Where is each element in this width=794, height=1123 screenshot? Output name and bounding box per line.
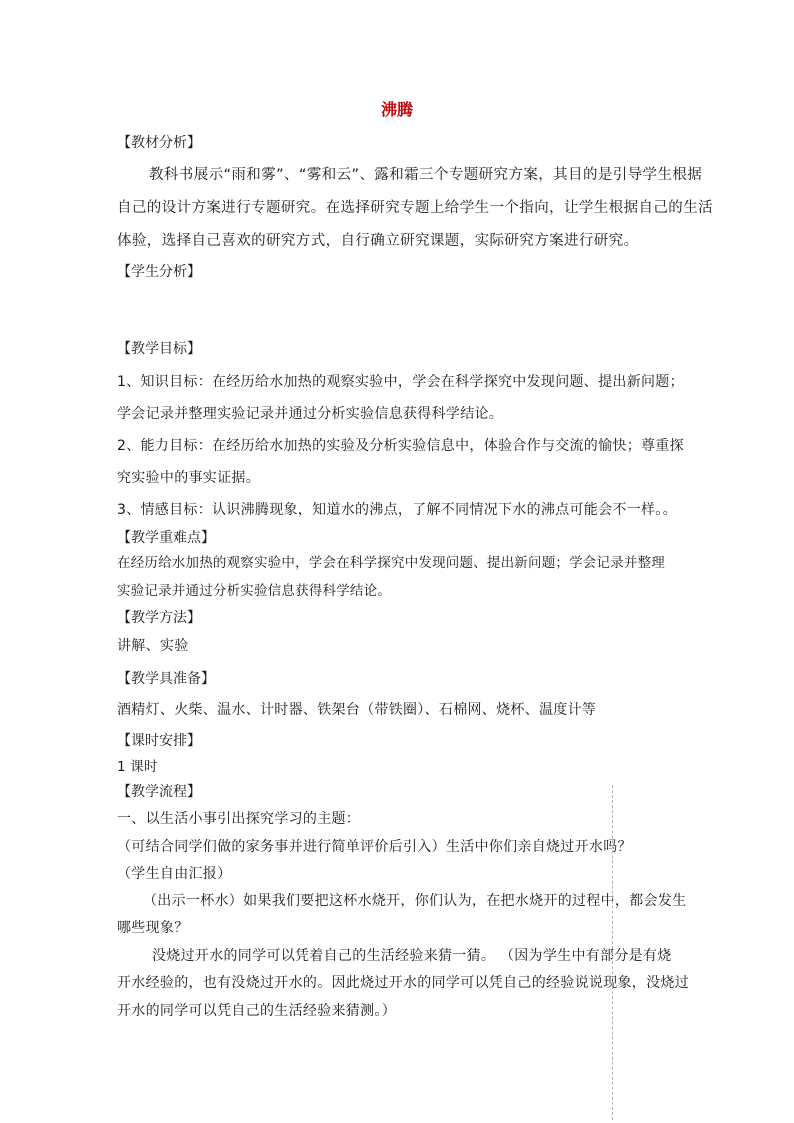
paragraph-line: 实验记录并通过分析实验信息获得科学结论。 <box>117 583 391 599</box>
paragraph-line: 2、能力目标：在经历给水加热的实验及分析实验信息中，体验合作与交流的愉快；尊重探 <box>117 438 684 454</box>
paragraph-line: 开水的同学可以凭自己的生活经验来猜测。） <box>117 1003 396 1019</box>
margin-dashed-line <box>612 785 613 1120</box>
paragraph-line: 1、知识目标：在经历给水加热的观察实验中，学会在科学探究中发现问题、提出新问题； <box>117 374 684 390</box>
section-heading-methods: 【教学方法】 <box>117 610 201 626</box>
paragraph-line: 教科书展示“雨和雾”、“雾和云”、露和霜三个专题研究方案，其目的是引导学生根据 <box>149 167 703 183</box>
paragraph-line: 学会记录并整理实验记录并通过分析实验信息获得科学结论。 <box>117 406 504 422</box>
paragraph-line: 一、以生活小事引出探究学习的主题： <box>117 811 361 827</box>
paragraph-line: 哪些现象？ <box>117 920 189 936</box>
paragraph-line: （出示一杯水）如果我们要把这杯水烧开，你们认为，在把水烧开的过程中，都会发生 <box>143 893 687 909</box>
paragraph-line: （学生自由汇报） <box>117 866 232 882</box>
paragraph-line: 讲解、实验 <box>117 638 189 654</box>
paragraph-line: 自己的设计方案进行专题研究。在选择研究专题上给学生一个指向，让学生根据自己的生活 <box>117 200 713 216</box>
paragraph-line: 开水经验的，也有没烧过开水的。因此烧过开水的同学可以凭自己的经验说说现象，没烧过 <box>117 975 689 991</box>
paragraph-line: 没烧过开水的同学可以凭着自己的生活经验来猜一猜。 （因为学生中有部分是有烧 <box>152 948 672 964</box>
paragraph-line: 1 课时 <box>117 759 158 775</box>
section-heading-student-analysis: 【学生分析】 <box>117 264 201 280</box>
paragraph-line: 3、情感目标：认识沸腾现象，知道水的沸点，了解不同情况下水的沸点可能会不一样。。 <box>117 502 677 518</box>
section-heading-schedule: 【课时安排】 <box>117 733 201 749</box>
section-heading-key-points: 【教学重难点】 <box>117 530 215 546</box>
paragraph-line: （可结合同学们做的家务事并进行简单评价后引入）生活中你们亲自烧过开水吗？ <box>117 839 632 855</box>
section-heading-goals: 【教学目标】 <box>117 341 201 357</box>
section-heading-textbook-analysis: 【教材分析】 <box>117 135 201 151</box>
paragraph-line: 究实验中的事实证据。 <box>117 470 260 486</box>
paragraph-line: 体验，选择自己喜欢的研究方式，自行确立研究课题，实际研究方案进行研究。 <box>117 233 639 249</box>
paragraph-line: 在经历给水加热的观察实验中，学会在科学探究中发现问题、提出新问题；学会记录并整理 <box>117 555 665 571</box>
section-heading-process: 【教学流程】 <box>117 784 201 800</box>
document-title: 沸腾 <box>380 100 413 119</box>
paragraph-line: 酒精灯、火柴、温水、计时器、铁架台（带铁圈）、石棉网、烧杯、温度计等 <box>117 702 597 718</box>
section-heading-materials: 【教学具准备】 <box>117 671 215 687</box>
